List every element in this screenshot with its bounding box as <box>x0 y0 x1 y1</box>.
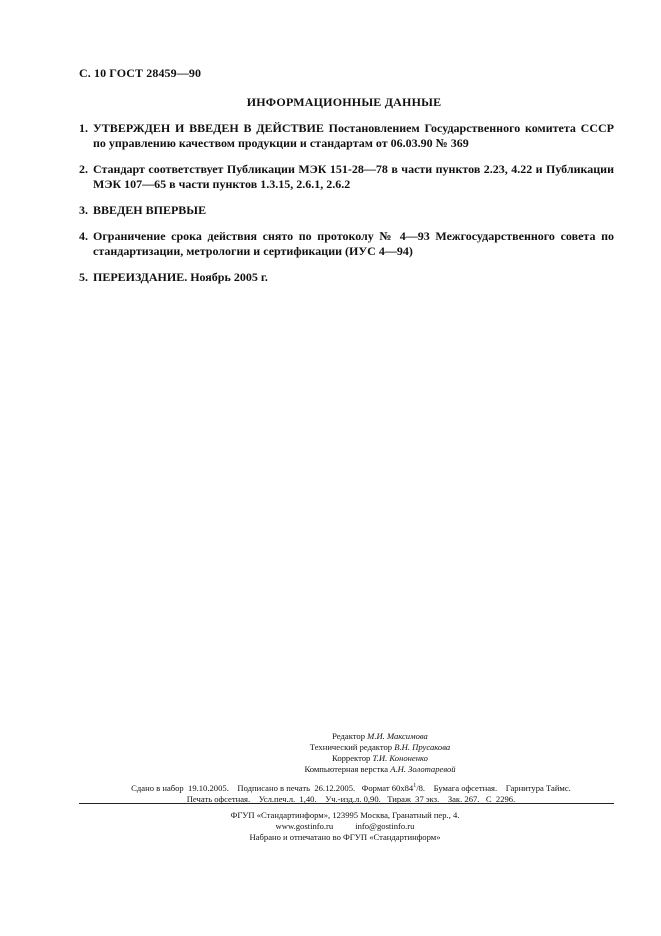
info-item <box>79 203 614 218</box>
publisher-contacts <box>180 821 510 832</box>
item-number: 2. <box>79 162 88 176</box>
item-text: УТВЕРЖДЕН И ВВЕДЕН В ДЕЙСТВИЕ Постановлением Государственного комитета СССР по управлению качеством продукции и стандартам от 06.03.90 № 369 <box>93 121 614 150</box>
info-item <box>79 121 614 151</box>
info-item <box>79 162 614 192</box>
info-list <box>79 121 614 296</box>
staff-line <box>240 742 520 753</box>
website-link[interactable]: www.gostinfo.ru <box>275 821 334 831</box>
print-info-text: Бумага офсетная. Гарнитура Таймс. <box>425 782 571 793</box>
item-text: ВВЕДЕН ВПЕРВЫЕ <box>93 203 207 217</box>
item-text: ПЕРЕИЗДАНИЕ. Ноябрь 2005 г. <box>93 270 268 284</box>
print-info <box>86 781 616 805</box>
publisher-note: Набрано и отпечатано во ФГУП «Стандартинформ» <box>249 832 441 842</box>
print-info-line1 <box>86 781 616 794</box>
staff-credits <box>240 731 520 775</box>
email-link[interactable]: info@gostinfo.ru <box>355 821 415 831</box>
divider <box>79 803 614 804</box>
info-item <box>79 270 614 285</box>
item-text: Ограничение срока действия снято по протоколу № 4—93 Межгосударственного совета по стандартизации, метрологии и сертификации (ИУС 4—94) <box>93 229 614 258</box>
print-info-text: Сдано в набор 19.10.2005. Подписано в печать 26.12.2005. Формат 60х84 <box>131 782 414 793</box>
staff-line <box>240 753 520 764</box>
item-number: 4. <box>79 229 88 243</box>
staff-person: М.И. Максимова <box>367 731 428 741</box>
publisher-address: ФГУП «Стандартинформ», 123995 Москва, Гранатный пер., 4. <box>230 810 460 820</box>
staff-role: Корректор <box>332 753 371 763</box>
staff-line <box>240 764 520 775</box>
staff-person: А.Н. Золотаревой <box>390 764 456 774</box>
print-info-line2: Печать офсетная. Усл.печ.л. 1,40. Уч.-изд.л. 0,90. Тираж 37 экз. Зак. 267. С 2296. <box>186 793 516 804</box>
page-header: С. 10 ГОСТ 28459—90 <box>79 66 202 80</box>
staff-role: Компьютерная верстка <box>304 764 389 774</box>
item-text: Стандарт соответствует Публикации МЭК 151-28—78 в части пунктов 2.23, 4.22 и Публикации МЭК 107—65 в части пунктов 1.3.15, 2.6.1, 2.6.2 <box>93 162 614 191</box>
info-item <box>79 229 614 259</box>
section-title: ИНФОРМАЦИОННЫЕ ДАННЫЕ <box>246 95 442 109</box>
format-superscript: 1 <box>413 783 417 789</box>
item-number: 5. <box>79 270 88 284</box>
staff-role: Редактор <box>332 731 365 741</box>
item-number: 1. <box>79 121 88 135</box>
staff-person: Т.И. Кононенко <box>372 753 428 763</box>
publisher-info <box>180 810 510 843</box>
staff-person: В.Н. Прусакова <box>394 742 451 752</box>
format-fraction: /8. <box>416 782 426 793</box>
item-number: 3. <box>79 203 88 217</box>
staff-line <box>240 731 520 742</box>
staff-role: Технический редактор <box>309 742 393 752</box>
